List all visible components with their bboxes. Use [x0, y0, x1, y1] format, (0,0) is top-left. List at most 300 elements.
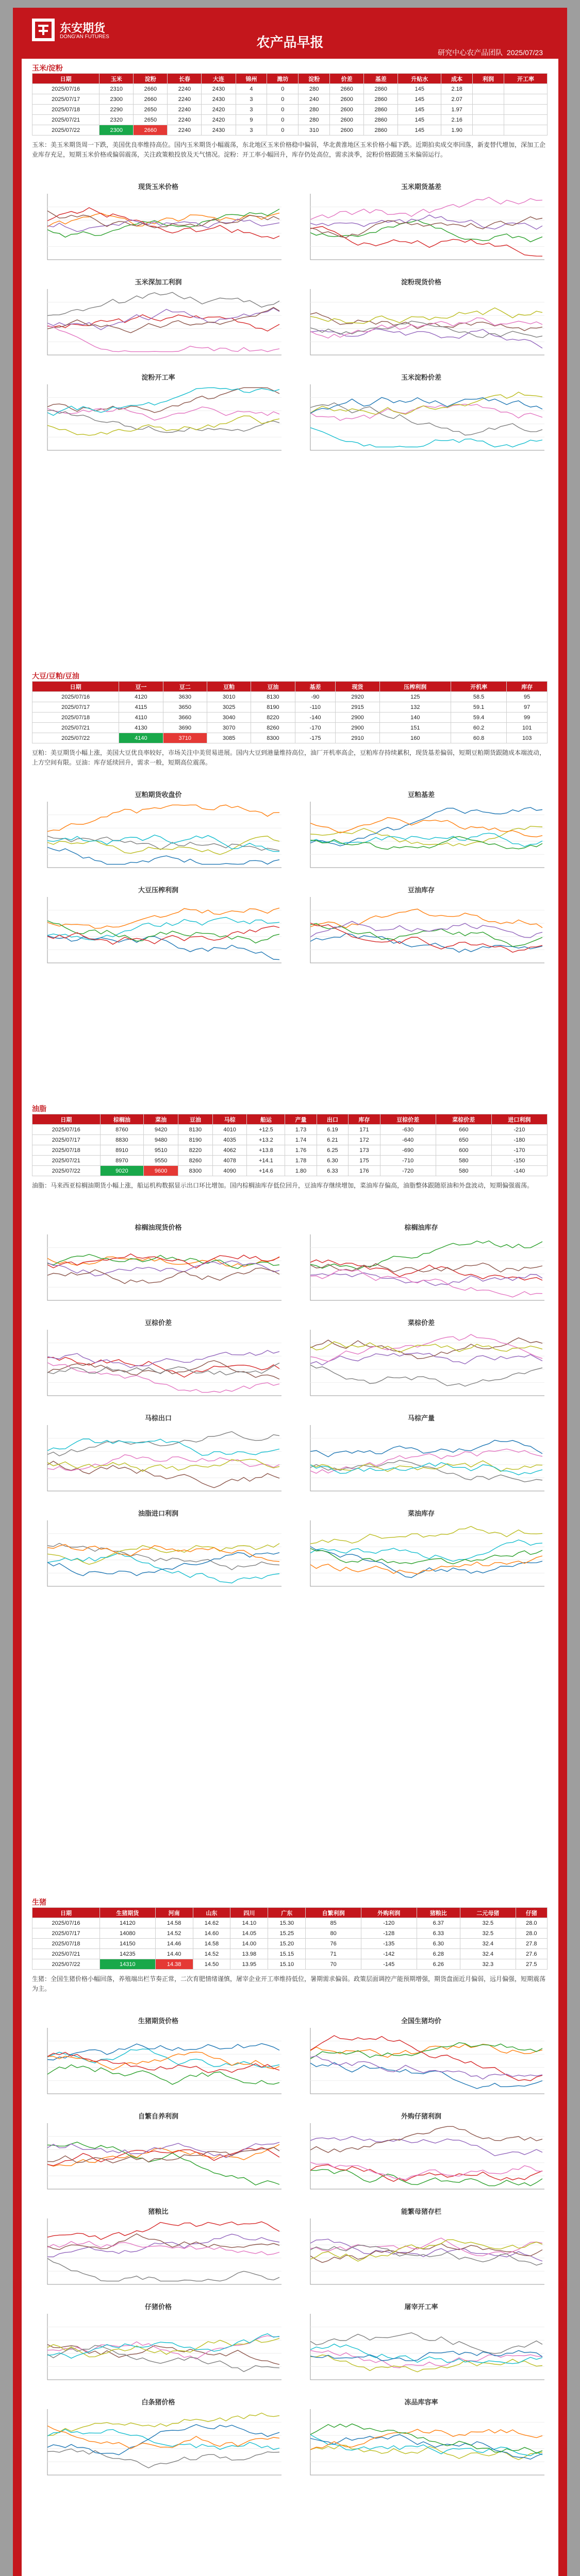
table-row [32, 1166, 548, 1176]
series-line [310, 1273, 542, 1285]
table-cell: 145 [398, 105, 441, 115]
table-cell: 15.10 [268, 1959, 306, 1970]
table-cell: 15.25 [268, 1928, 306, 1939]
series-line [47, 2413, 279, 2436]
table-cell [504, 94, 547, 105]
table-header-cell: 豆一 [119, 682, 163, 692]
table-cell: 58.5 [451, 692, 506, 702]
table-cell: 240 [299, 94, 330, 105]
series-line [47, 936, 279, 959]
table-cell: 2025/07/17 [32, 702, 119, 713]
report-paper [22, 11, 558, 2576]
series-line [310, 1461, 542, 1471]
chart-axes [47, 1330, 281, 1396]
table-cell: 3040 [207, 713, 251, 723]
table-cell: 59.1 [451, 702, 506, 713]
table-cell: 145 [398, 84, 441, 94]
table-cell: 2600 [330, 105, 364, 115]
table-cell: -120 [361, 1918, 417, 1928]
table-cell: -142 [361, 1949, 417, 1959]
table-cell: 3630 [163, 692, 207, 702]
table-cell: 2025/07/21 [32, 723, 119, 733]
table-header-cell: 进口利润 [491, 1114, 547, 1125]
table-cell: 4078 [212, 1156, 247, 1166]
series-line [310, 2344, 542, 2364]
table-cell: 14.38 [155, 1959, 193, 1970]
table-cell: 1.80 [285, 1166, 317, 1176]
oils-section-title: 油脂 [32, 1105, 46, 1113]
table-header-cell: 外购利润 [361, 1908, 417, 1918]
table-cell: 2025/07/16 [32, 692, 119, 702]
table-cell: +13.8 [247, 1145, 285, 1156]
table-cell: 32.5 [460, 1918, 516, 1928]
chart-c3 [32, 277, 285, 364]
report-date: 2025/07/23 [506, 48, 543, 57]
table-cell: 101 [507, 723, 548, 733]
chart-c11 [32, 1222, 285, 1310]
table-cell: 103 [507, 733, 548, 743]
table-cell: 14.46 [155, 1939, 193, 1949]
chart-axes [310, 2409, 544, 2475]
table-header-cell: 利润 [473, 74, 504, 84]
chart-c7 [32, 789, 285, 877]
table-cell: 171 [349, 1125, 380, 1135]
table-cell: 2300 [100, 94, 134, 105]
table-cell: 4062 [212, 1145, 247, 1156]
chart-plot [32, 2407, 285, 2482]
table-cell: +12.5 [247, 1125, 285, 1135]
table-cell: 4010 [212, 1125, 247, 1135]
chart-c21 [32, 2111, 285, 2198]
table-cell: 2860 [364, 94, 398, 105]
chart-axes [310, 194, 544, 260]
table-cell: 145 [398, 94, 441, 105]
table-cell: 8760 [100, 1125, 144, 1135]
series-line [47, 1439, 279, 1455]
table-cell: 2025/07/16 [32, 1125, 101, 1135]
table-cell: 2.16 [441, 115, 473, 125]
table-header-cell: 库存 [349, 1114, 380, 1125]
chart-title: 玉米深加工利润 [135, 278, 182, 286]
chart-c16 [295, 1413, 548, 1500]
table-cell: -140 [491, 1166, 547, 1176]
table-cell [473, 115, 504, 125]
table-cell: 76 [306, 1939, 361, 1949]
series-line [310, 1556, 542, 1574]
table-header-cell: 豆油 [251, 682, 295, 692]
table-row [32, 94, 548, 105]
table-cell: 6.26 [417, 1959, 460, 1970]
table-header-cell: 四川 [230, 1908, 268, 1918]
series-line [47, 208, 279, 239]
table-row [32, 115, 548, 125]
series-line [47, 326, 279, 352]
table-cell: -170 [295, 723, 336, 733]
table-row [32, 84, 548, 94]
table-cell: 8130 [178, 1125, 213, 1135]
table-cell: 60.2 [451, 723, 506, 733]
table-cell: 99 [507, 713, 548, 723]
series-line [310, 921, 542, 938]
table-cell: 650 [436, 1135, 491, 1145]
chart-title: 白条猪价格 [141, 2398, 175, 2406]
chart-plot [295, 895, 548, 970]
table-cell: 4140 [119, 733, 163, 743]
table-cell: 600 [436, 1145, 491, 1156]
table-cell: 3710 [163, 733, 207, 743]
chart-c19 [32, 2015, 285, 2103]
table-cell: 32.5 [460, 1928, 516, 1939]
chart-plot [32, 192, 285, 267]
table-cell: 3660 [163, 713, 207, 723]
chart-axes [310, 1234, 544, 1300]
chart-c18 [295, 1508, 548, 1596]
table-header-cell: 淀粉 [299, 74, 330, 84]
table-cell: 4130 [119, 723, 163, 733]
table-cell: 8190 [178, 1135, 213, 1145]
table-cell [504, 84, 547, 94]
table-cell: 6.33 [317, 1166, 348, 1176]
series-line [47, 2449, 279, 2468]
chart-title: 生猪期货价格 [138, 2017, 178, 2025]
table-cell: 145 [398, 125, 441, 135]
series-line [47, 848, 279, 865]
table-cell: 1.90 [441, 125, 473, 135]
series-line [310, 2245, 542, 2265]
table-header-cell: 河南 [155, 1908, 193, 1918]
series-line [47, 2429, 279, 2449]
table-cell: 95 [507, 692, 548, 702]
chart-plot [295, 1328, 548, 1403]
table-header-cell: 大连 [202, 74, 236, 84]
chart-c5 [32, 372, 285, 460]
chart-c8 [295, 789, 548, 877]
series-line [47, 2345, 279, 2365]
table-cell: 9600 [144, 1166, 178, 1176]
table-cell: 0 [267, 84, 299, 94]
table-header-cell: 日期 [32, 1114, 101, 1125]
table-cell: 2025/07/21 [32, 1156, 101, 1166]
table-cell: 580 [436, 1166, 491, 1176]
table-cell: 2.18 [441, 84, 473, 94]
series-line [310, 1548, 542, 1564]
table-cell: -210 [491, 1125, 547, 1135]
table-cell: 173 [349, 1145, 380, 1156]
table-cell: 1.74 [285, 1135, 317, 1145]
chart-plot [295, 382, 548, 457]
table-cell: 9 [236, 115, 267, 125]
table-header-cell: 马棕 [212, 1114, 247, 1125]
series-line [310, 404, 542, 420]
table-cell: 6.21 [317, 1135, 348, 1145]
table-cell: -150 [491, 1156, 547, 1166]
table-cell: 8260 [251, 723, 295, 733]
chart-axes [310, 897, 544, 963]
table-cell: 14.58 [193, 1939, 230, 1949]
table-header-row [32, 1908, 548, 1918]
table-cell: -630 [380, 1125, 436, 1135]
series-line [47, 2425, 279, 2455]
table-header-cell: 菜棕价差 [436, 1114, 491, 1125]
table-cell: 0 [267, 94, 299, 105]
table-cell: 2660 [134, 125, 168, 135]
chart-plot [32, 1328, 285, 1403]
chart-title: 自繁自养利润 [138, 2112, 178, 2120]
series-line [47, 2052, 279, 2073]
table-cell: 32.4 [460, 1949, 516, 1959]
table-cell: 3010 [207, 692, 251, 702]
chart-c28 [295, 2397, 548, 2484]
table-cell: 2430 [202, 125, 236, 135]
series-line [47, 2334, 279, 2359]
table-cell: -145 [361, 1959, 417, 1970]
table-cell: 2600 [330, 94, 364, 105]
table-cell: 27.5 [516, 1959, 547, 1970]
table-header-cell: 长春 [168, 74, 202, 84]
chart-c20 [295, 2015, 548, 2103]
table-cell: 2290 [100, 105, 134, 115]
table-cell: 2025/07/18 [32, 1939, 100, 1949]
chart-c15 [32, 1413, 285, 1500]
chart-plot [32, 287, 285, 362]
table-cell: 14235 [100, 1949, 156, 1959]
series-line [310, 2333, 542, 2353]
table-cell: 4115 [119, 702, 163, 713]
table-header-cell: 玉米 [100, 74, 134, 84]
table-cell: 71 [306, 1949, 361, 1959]
table-cell: 4 [236, 84, 267, 94]
table-cell: 3070 [207, 723, 251, 733]
table-cell: 13.98 [230, 1949, 268, 1959]
table-cell: 8830 [100, 1135, 144, 1145]
chart-c13 [32, 1317, 285, 1405]
chart-plot [295, 2026, 548, 2101]
table-cell: 176 [349, 1166, 380, 1176]
table-cell: 2025/07/22 [32, 125, 100, 135]
chart-axes [47, 1520, 281, 1586]
table-cell: 132 [379, 702, 451, 713]
table-cell: +14.1 [247, 1156, 285, 1166]
chart-title: 棕榈油现货价格 [135, 1224, 182, 1231]
table-header-cell: 开工率 [504, 74, 547, 84]
table-header-cell: 成本 [441, 74, 473, 84]
chart-title: 马棕产量 [407, 1414, 435, 1422]
table-cell: 2920 [336, 692, 379, 702]
table-cell: -710 [380, 1156, 436, 1166]
oils-data-table [32, 1114, 548, 1176]
chart-plot [32, 2026, 285, 2101]
chart-title: 屠宰开工率 [404, 2303, 438, 2311]
table-header-cell: 基差 [364, 74, 398, 84]
series-line [47, 2234, 279, 2250]
table-header-cell: 二元母猪 [460, 1908, 516, 1918]
table-cell: 160 [379, 733, 451, 743]
table-cell: 175 [349, 1156, 380, 1166]
table-cell: 2650 [134, 105, 168, 115]
chart-c23 [32, 2206, 285, 2294]
table-cell: 6.33 [417, 1928, 460, 1939]
series-line [47, 387, 279, 412]
table-cell: 80 [306, 1928, 361, 1939]
series-line [310, 818, 542, 837]
table-cell: 59.4 [451, 713, 506, 723]
table-cell: 6.19 [317, 1125, 348, 1135]
series-line [310, 1527, 542, 1544]
table-row [32, 713, 548, 723]
chart-c9 [32, 885, 285, 972]
table-cell: 2025/07/16 [32, 1918, 100, 1928]
series-line [310, 2165, 542, 2181]
chart-plot [32, 2121, 285, 2196]
table-header-row [32, 1114, 548, 1125]
table-cell: 8220 [178, 1145, 213, 1156]
table-cell: 13.95 [230, 1959, 268, 1970]
table-header-cell: 淀粉 [134, 74, 168, 84]
table-row [32, 1959, 548, 1970]
table-row [32, 1939, 548, 1949]
table-header-cell: 潍坊 [267, 74, 299, 84]
table-header-cell: 压榨利润 [379, 682, 451, 692]
table-cell: 4120 [119, 692, 163, 702]
table-cell: 3 [236, 105, 267, 115]
table-cell: -90 [295, 692, 336, 702]
chart-title: 全国生猪均价 [401, 2017, 441, 2025]
table-cell: 8130 [251, 692, 295, 702]
series-line [310, 1342, 542, 1352]
table-cell: 28.0 [516, 1918, 547, 1928]
chart-axes [47, 2314, 281, 2380]
table-cell: 14150 [100, 1939, 156, 1949]
chart-title: 玉米期货基差 [401, 183, 441, 191]
table-cell: 2860 [364, 125, 398, 135]
chart-axes [310, 1330, 544, 1396]
table-cell: 2910 [336, 733, 379, 743]
table-cell [473, 84, 504, 94]
chart-title: 豆油库存 [407, 886, 435, 894]
table-header-row [32, 682, 548, 692]
table-cell: 1.78 [285, 1156, 317, 1166]
table-cell: -720 [380, 1166, 436, 1176]
table-cell: -175 [295, 733, 336, 743]
table-header-cell: 山东 [193, 1908, 230, 1918]
table-cell: 9480 [144, 1135, 178, 1145]
table-cell: 14.58 [155, 1918, 193, 1928]
table-cell: 14.52 [155, 1928, 193, 1939]
series-line [310, 2162, 542, 2180]
series-line [47, 209, 279, 238]
chart-title: 现货玉米价格 [138, 183, 178, 191]
brand-name: 东安期货 [60, 22, 106, 35]
table-cell: 145 [398, 115, 441, 125]
table-cell: 2240 [168, 84, 202, 94]
chart-plot [32, 1232, 285, 1308]
table-cell: 2860 [364, 115, 398, 125]
table-cell: 3690 [163, 723, 207, 733]
table-cell: 2025/07/16 [32, 84, 100, 94]
series-line [310, 197, 542, 219]
table-cell: 3085 [207, 733, 251, 743]
table-cell: 2025/07/22 [32, 733, 119, 743]
series-line [310, 1338, 542, 1359]
table-cell: 14.00 [230, 1939, 268, 1949]
series-line [310, 2137, 542, 2156]
chart-c25 [32, 2301, 285, 2389]
table-cell: 2600 [330, 115, 364, 125]
table-cell: 6.30 [417, 1939, 460, 1949]
soy-data-table [32, 681, 548, 743]
chart-title: 棕榈油库存 [404, 1224, 438, 1231]
table-header-row [32, 74, 548, 84]
chart-axes [310, 289, 544, 355]
soy-section-title: 大豆/豆粕/豆油 [32, 672, 79, 680]
table-header-cell: 出口 [317, 1114, 348, 1125]
series-line [47, 926, 279, 944]
series-line [310, 1241, 542, 1269]
chart-title: 能繁母猪存栏 [401, 2208, 441, 2215]
table-cell: 2650 [134, 115, 168, 125]
series-line [310, 227, 542, 257]
series-line [47, 1363, 279, 1393]
chart-title: 油脂进口利润 [138, 1510, 178, 1517]
corn-section-title: 玉米/淀粉 [32, 64, 63, 72]
table-cell: 151 [379, 723, 451, 733]
chart-plot [32, 895, 285, 970]
chart-title: 马棕出口 [144, 1414, 172, 1422]
table-cell: 9510 [144, 1145, 178, 1156]
series-line [47, 1544, 279, 1570]
chart-plot [295, 800, 548, 875]
table-header-cell: 船运 [247, 1114, 285, 1125]
chart-axes [310, 384, 544, 450]
table-cell: 310 [299, 125, 330, 135]
series-line [310, 1365, 542, 1386]
table-header-cell: 产量 [285, 1114, 317, 1125]
series-line [47, 1358, 279, 1378]
table-cell: 4110 [119, 713, 163, 723]
chart-plot [32, 1518, 285, 1594]
table-cell: -110 [295, 702, 336, 713]
chart-plot [32, 800, 285, 875]
chart-c6 [295, 372, 548, 460]
report-date-line [438, 47, 543, 58]
table-cell: 2310 [100, 84, 134, 94]
table-header-cell: 仔猪 [516, 1908, 547, 1918]
table-cell: 2025/07/18 [32, 105, 100, 115]
table-header-cell: 日期 [32, 74, 100, 84]
series-line [310, 1540, 542, 1562]
table-cell: 2420 [202, 115, 236, 125]
table-cell: 2300 [100, 125, 134, 135]
table-row [32, 1156, 548, 1166]
chart-c27 [32, 2397, 285, 2484]
table-cell: 2600 [330, 125, 364, 135]
chart-plot [295, 2407, 548, 2482]
chart-title: 豆棕价差 [144, 1319, 172, 1327]
hog-section-title: 生猪 [32, 1898, 46, 1906]
table-cell: 2.07 [441, 94, 473, 105]
table-header-cell: 库存 [507, 682, 548, 692]
report-team: 研究中心农产品团队 [438, 48, 503, 57]
series-line [310, 2126, 542, 2153]
chart-plot [295, 287, 548, 362]
table-cell: 0 [267, 125, 299, 135]
chart-c24 [295, 2206, 548, 2294]
table-cell: 8970 [100, 1156, 144, 1166]
table-cell: 15.15 [268, 1949, 306, 1959]
table-cell: 2320 [100, 115, 134, 125]
report-title: 农产品早报 [256, 35, 324, 50]
table-cell: 70 [306, 1959, 361, 1970]
